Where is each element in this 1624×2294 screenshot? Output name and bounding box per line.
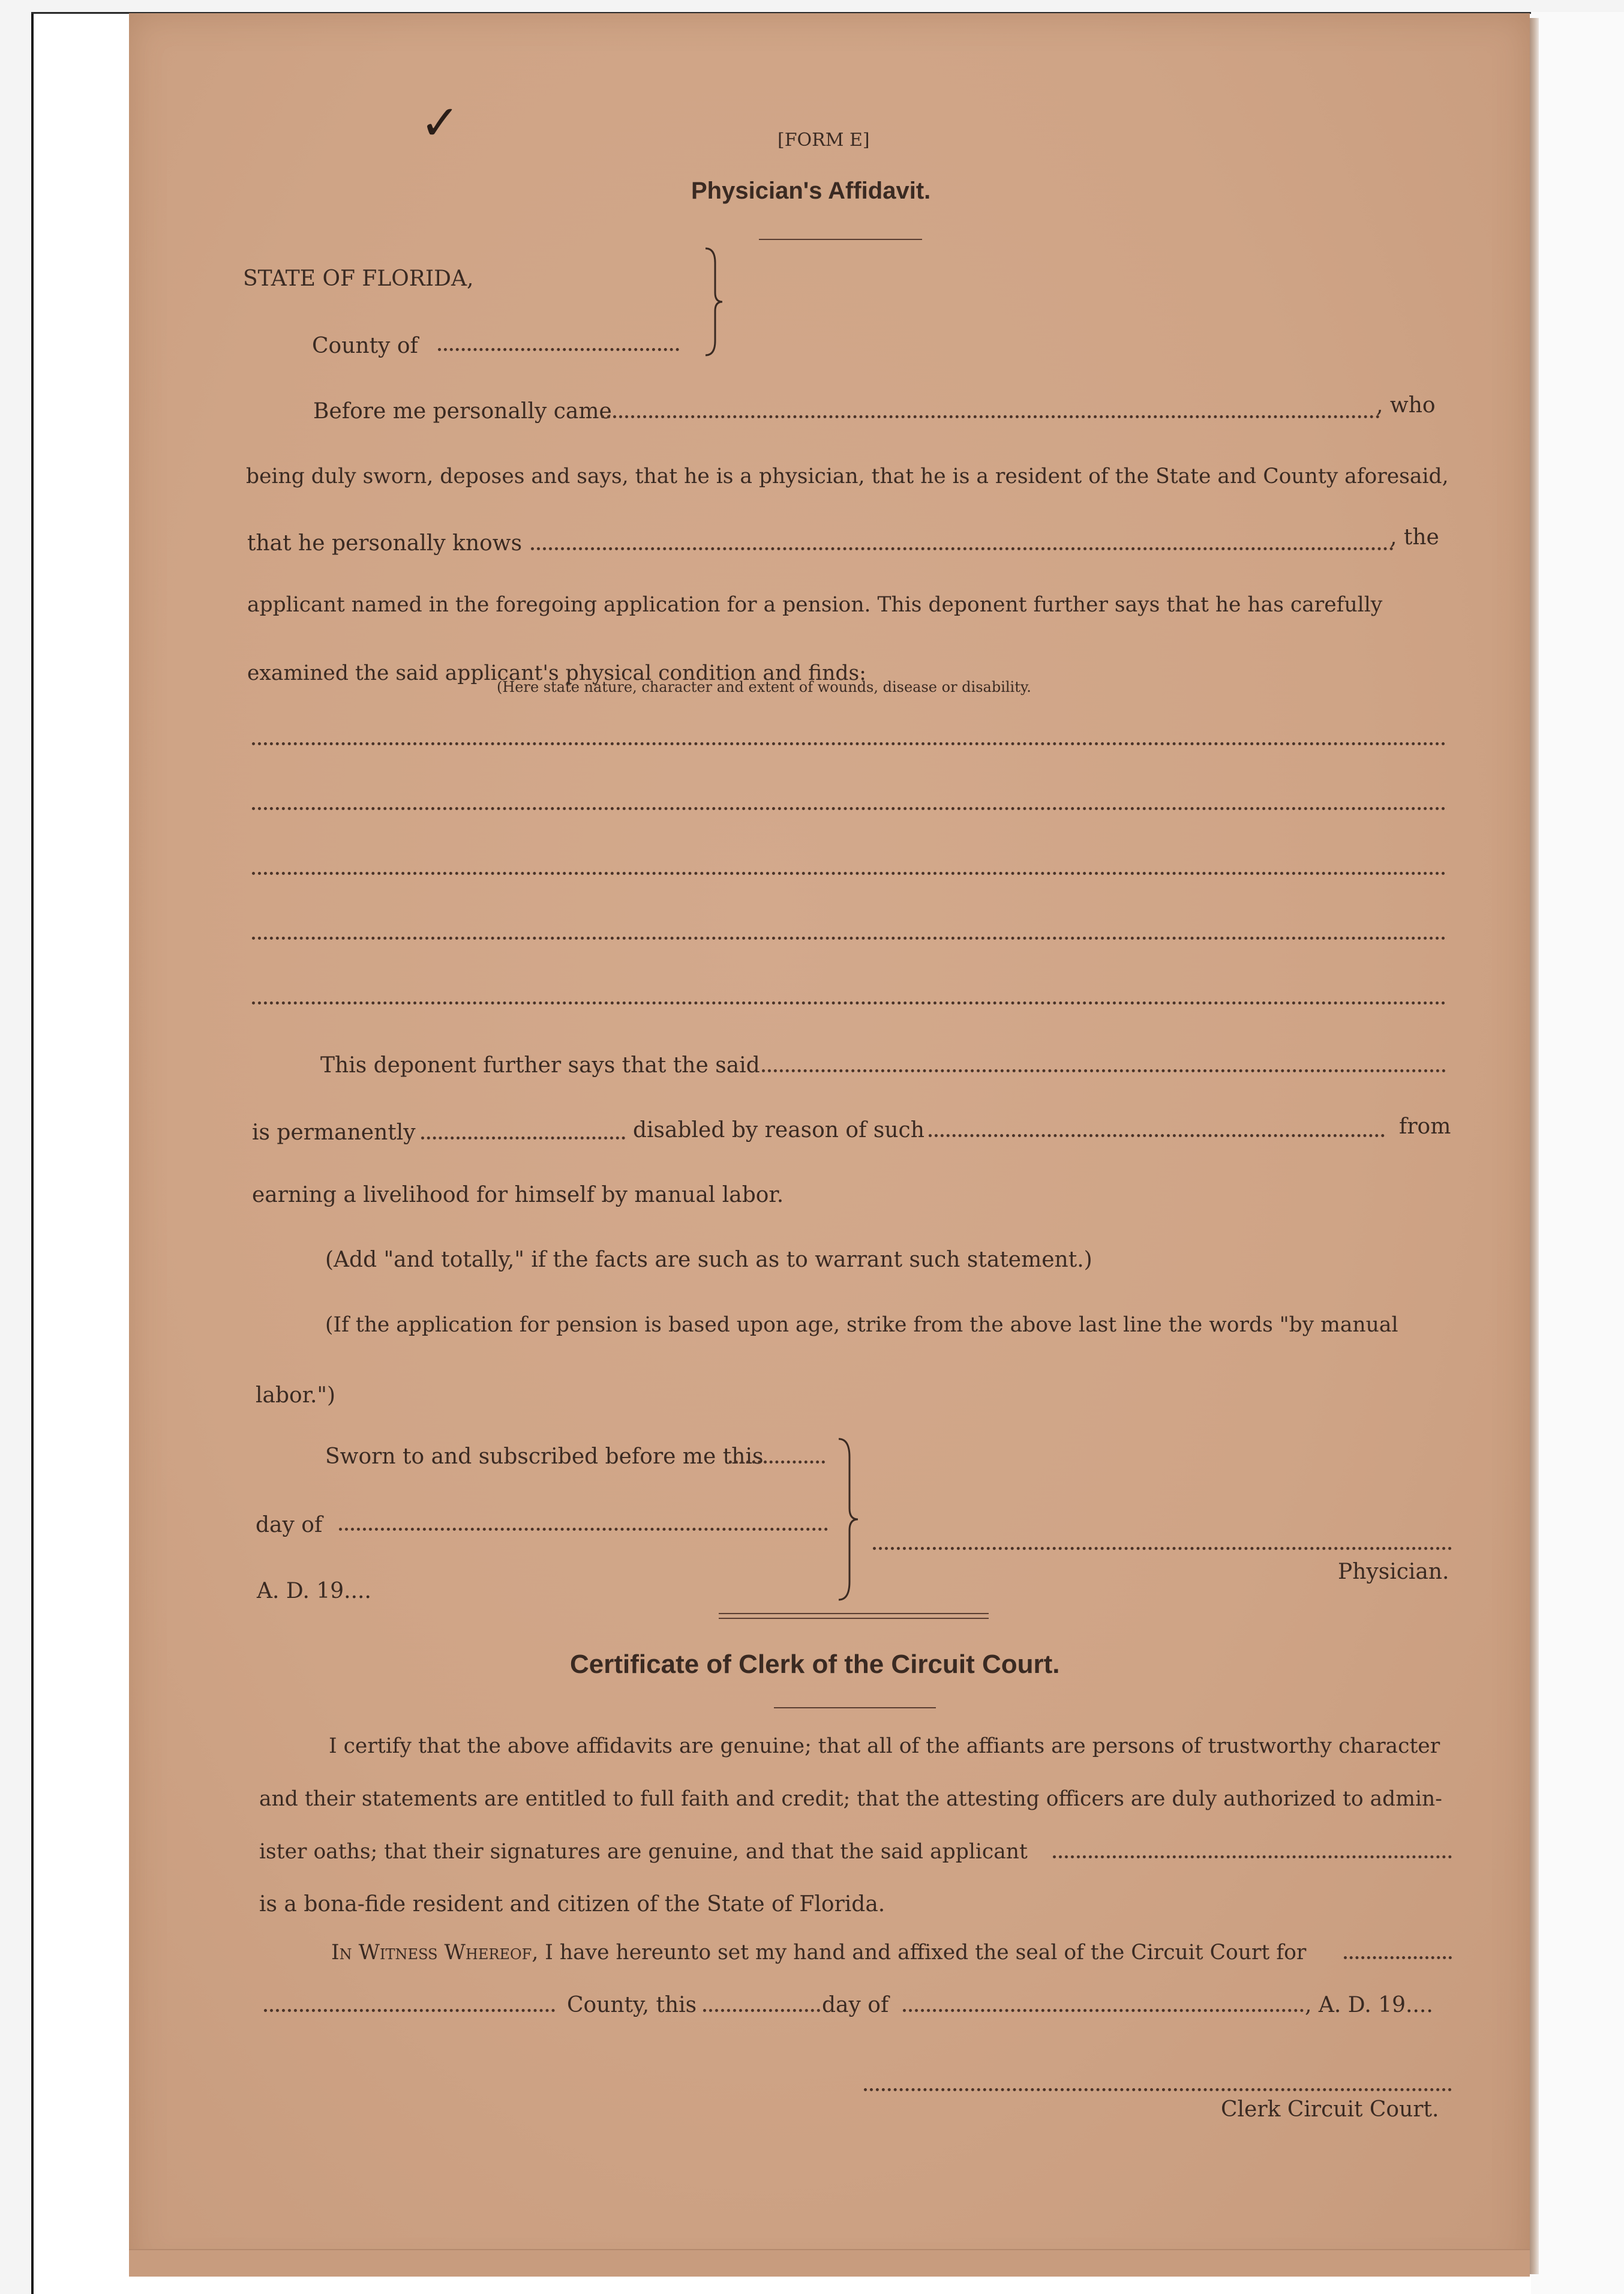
state-label: STATE OF FLORIDA,: [243, 266, 474, 291]
certificate-title-rule: [774, 1707, 936, 1708]
physician-label: Physician.: [1338, 1560, 1449, 1584]
clerk-signature-blank[interactable]: [864, 2088, 1452, 2091]
certificate-title: Certificate of Clerk of the Circuit Court.: [570, 1650, 1060, 1679]
venue-brace: [702, 245, 726, 359]
physician-signature-blank[interactable]: [873, 1547, 1452, 1550]
certificate-line1: I certify that the above affidavits are genuine; that all of the affiants are persons of trustworthy character: [329, 1734, 1440, 1758]
title-rule: [759, 239, 922, 240]
witness-line: [331, 1939, 1306, 1966]
from-label: from: [1399, 1114, 1451, 1139]
disability-cause-blank[interactable]: [929, 1134, 1385, 1137]
county-name-blank[interactable]: [264, 2009, 555, 2012]
findings-blank-5[interactable]: [252, 1001, 1446, 1004]
scan-border-top: [31, 0, 1624, 14]
checkmark: ✓: [420, 95, 461, 151]
findings-blank-1[interactable]: [252, 742, 1446, 745]
sworn-label: Sworn to and subscribed before me this: [325, 1444, 764, 1469]
permanently-blank[interactable]: [421, 1136, 625, 1139]
applicant-known-blank[interactable]: [531, 547, 1394, 550]
scan-border-left: [0, 0, 34, 2294]
disability-instruction: (Here state nature, character and extent of wounds, disease or disability.: [497, 679, 1031, 695]
witness-whereof-caps: In Witness Whereof,: [331, 1941, 539, 1965]
county-blank[interactable]: [438, 348, 679, 351]
affidavit-line-sworn: being duly sworn, deposes and says, that he is a physician, that he is a resident of the State and County aforesaid,: [246, 464, 1449, 488]
findings-blank-4[interactable]: [252, 937, 1446, 940]
form-title: Physician's Affidavit.: [691, 178, 931, 204]
livelihood-line: earning a livelihood for himself by manual labor.: [252, 1183, 784, 1207]
certificate-applicant-blank[interactable]: [1053, 1855, 1452, 1858]
certificate-line2: and their statements are entitled to full faith and credit; that the attesting officers are duly authorized to admin-: [259, 1787, 1442, 1811]
further-says-label: This deponent further says that the said: [320, 1053, 760, 1078]
cert-day-of-label: day of: [822, 1993, 889, 2017]
findings-blank-3[interactable]: [252, 872, 1446, 875]
who-label: , who: [1376, 393, 1436, 418]
affiant-name-blank[interactable]: [601, 415, 1380, 418]
county-this-label: County, this: [567, 1993, 697, 2017]
age-note-line1: (If the application for pension is based upon age, strike from the above last line the words "by manual: [325, 1313, 1398, 1337]
permanently-label: is permanently: [252, 1120, 416, 1145]
certificate-line4: is a bona-fide resident and citizen of the State of Florida.: [259, 1892, 885, 1917]
totally-note: (Add "and totally," if the facts are such as to warrant such statement.): [325, 1248, 1092, 1272]
clerk-label: Clerk Circuit Court.: [1221, 2097, 1439, 2122]
the-label: , the: [1390, 525, 1439, 550]
findings-blank-2[interactable]: [252, 807, 1446, 810]
affidavit-line-applicant: applicant named in the foregoing application for a pension. This deponent further says that he has carefully: [247, 593, 1383, 617]
said-applicant-blank[interactable]: [762, 1069, 1446, 1072]
age-note-line2: labor."): [256, 1383, 335, 1408]
personally-came-label: Before me personally came: [313, 399, 612, 424]
jurat-day-of-label: day of: [256, 1513, 323, 1537]
circuit-court-blank[interactable]: [1344, 1956, 1452, 1959]
cert-day-blank[interactable]: [703, 2009, 820, 2012]
disabled-by-label: disabled by reason of such: [633, 1118, 924, 1142]
certificate-line3: ister oaths; that their signatures are genuine, and that the said applicant: [259, 1840, 1028, 1864]
sworn-day-blank[interactable]: [729, 1461, 825, 1464]
county-label: County of: [312, 334, 418, 358]
affidavit-line-examined: examined the said applicant's physical condition and finds:: [247, 661, 866, 685]
jurat-brace: [835, 1435, 861, 1603]
witness-rest: I have hereunto set my hand and affixed the seal of the Circuit Court for: [538, 1941, 1307, 1965]
personally-knows-label: that he personally knows: [247, 531, 523, 556]
cert-year-label: , A. D. 19....: [1305, 1993, 1433, 2017]
document-sheet-bottom-edge: [129, 2249, 1530, 2277]
scan-background-right: [1531, 12, 1624, 2294]
jurat-month-blank[interactable]: [339, 1528, 828, 1531]
form-label: [FORM E]: [778, 130, 870, 151]
section-divider: [719, 1613, 989, 1619]
jurat-year-label: A. D. 19....: [257, 1579, 371, 1603]
cert-month-blank[interactable]: [903, 2009, 1304, 2012]
